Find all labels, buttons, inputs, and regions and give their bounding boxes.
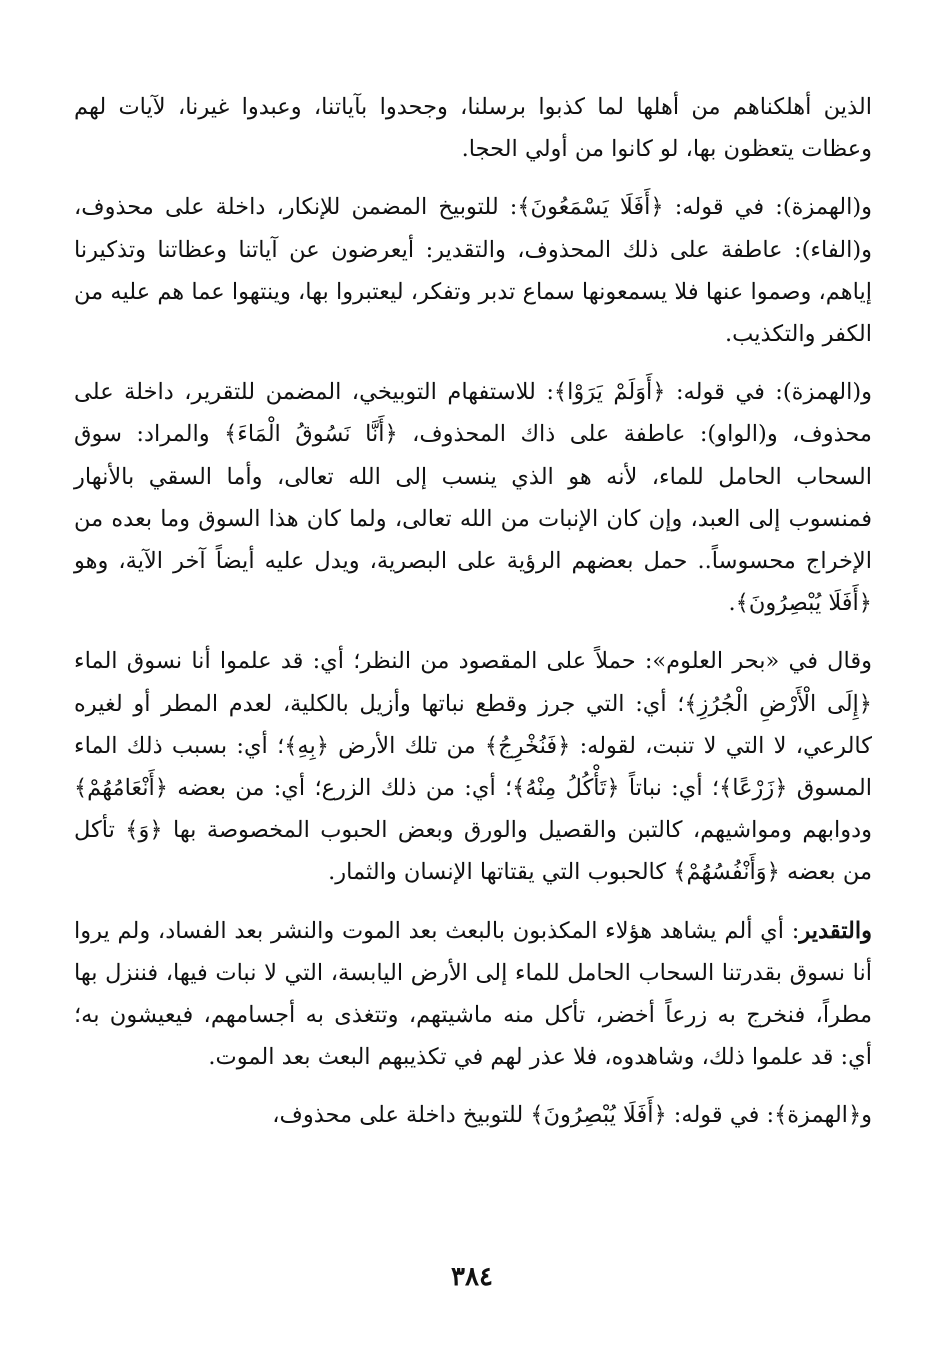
bold-term: والتقدير (799, 917, 872, 944)
paragraph-text: و(الهمزة): في قوله: ﴿أَوَلَمْ يَرَوْا﴾: للاستفهام التوبيخي، المضمن للتقرير، داخلة على محذوف، و(الواو): عاطفة على ذاك المحذوف، ﴿أَنَّا نَسُوقُ الْمَاءَ﴾ والمراد: سوق السحاب الحامل للماء، لأنه هو الذي ينسب إلى الله تعالى، وأما السقي بالأنهار فمنسوب إلى العبد، وإن كان الإنبات من الله تعالى، ولما كان هذا السوق وما بعده من الإخراج محسوساً.. حمل بعضهم الرؤية على البصرية، ويدل عليه أيضاً آخر الآية، وهو ﴿أَفَلَا يُبْصِرُونَ﴾. (74, 379, 872, 617)
page-number: ٣٨٤ (451, 1262, 493, 1292)
paragraph (74, 910, 872, 1079)
page-body (74, 86, 872, 1153)
paragraph-text: و﴿الهمزة﴾: في قوله: ﴿أَفَلَا يُبْصِرُونَ﴾ للتوبيخ داخلة على محذوف، (272, 1102, 872, 1129)
paragraph (74, 86, 872, 170)
paragraph (74, 640, 872, 893)
paragraph (74, 186, 872, 355)
paragraph-text: الذين أهلكناهم من أهلها لما كذبوا برسلنا، وجحدوا بآياتنا، وعبدوا غيرنا، لآيات لهم وعظات يتعظون بها، لو كانوا من أولي الحجا. (74, 94, 872, 163)
paragraph-text: : أي ألم يشاهد هؤلاء المكذبون بالبعث بعد الموت والنشر بعد الفساد، ولم يروا أنا نسوق بقدرتنا السحاب الحامل للماء إلى الأرض اليابسة، التي لا نبات فيها، فننزل بها مطراً، فنخرج به زرعاً أخضر، تأكل منه ماشيتهم، وتتغذى به أجسامهم، فيعيشون به؛ أي: قد علموا ذلك، وشاهدوه، فلا عذر لهم في تكذيبهم البعث بعد الموت. (74, 917, 872, 1071)
paragraph-text: و(الهمزة): في قوله: ﴿أَفَلَا يَسْمَعُونَ﴾: للتوبيخ المضمن للإنكار، داخلة على محذوف، و(الفاء): عاطفة على ذلك المحذوف، والتقدير: أيعرضون عن آياتنا وعظاتنا وتذكيرنا إياهم، وصموا عنها فلا يسمعونها سماع تدبر وتفكر، ليعتبروا بها، وينتهوا عما هم عليه من الكفر والتكذيب. (74, 194, 872, 348)
paragraph (74, 371, 872, 624)
paragraph-text: وقال في «بحر العلوم»: حملاً على المقصود من النظر؛ أي: قد علموا أنا نسوق الماء ﴿إِلَى الْأَرْضِ الْجُرُزِ﴾؛ أي: التي جرز وقطع نباتها وأزيل بالكلية، لعدم المطر أو لغيره كالرعي، لا التي لا تنبت، لقوله: ﴿فَنُخْرِجُ﴾ من تلك الأرض ﴿بِهِ﴾؛ أي: بسبب ذلك الماء المسوق ﴿زَرْعًا﴾؛ أي: نباتاً ﴿تَأْكُلُ مِنْهُ﴾؛ أي: من ذلك الزرع؛ أي: من بعضه ﴿أَنْعَامُهُمْ﴾ ودوابهم ومواشيهم، كالتبن والقصيل والورق وبعض الحبوب المخصوصة بها ﴿وَ﴾ تأكل من بعضه ﴿وَأَنْفُسُهُمْ﴾ كالحبوب التي يقتاتها الإنسان والثمار. (74, 648, 872, 886)
paragraph (74, 1094, 872, 1136)
